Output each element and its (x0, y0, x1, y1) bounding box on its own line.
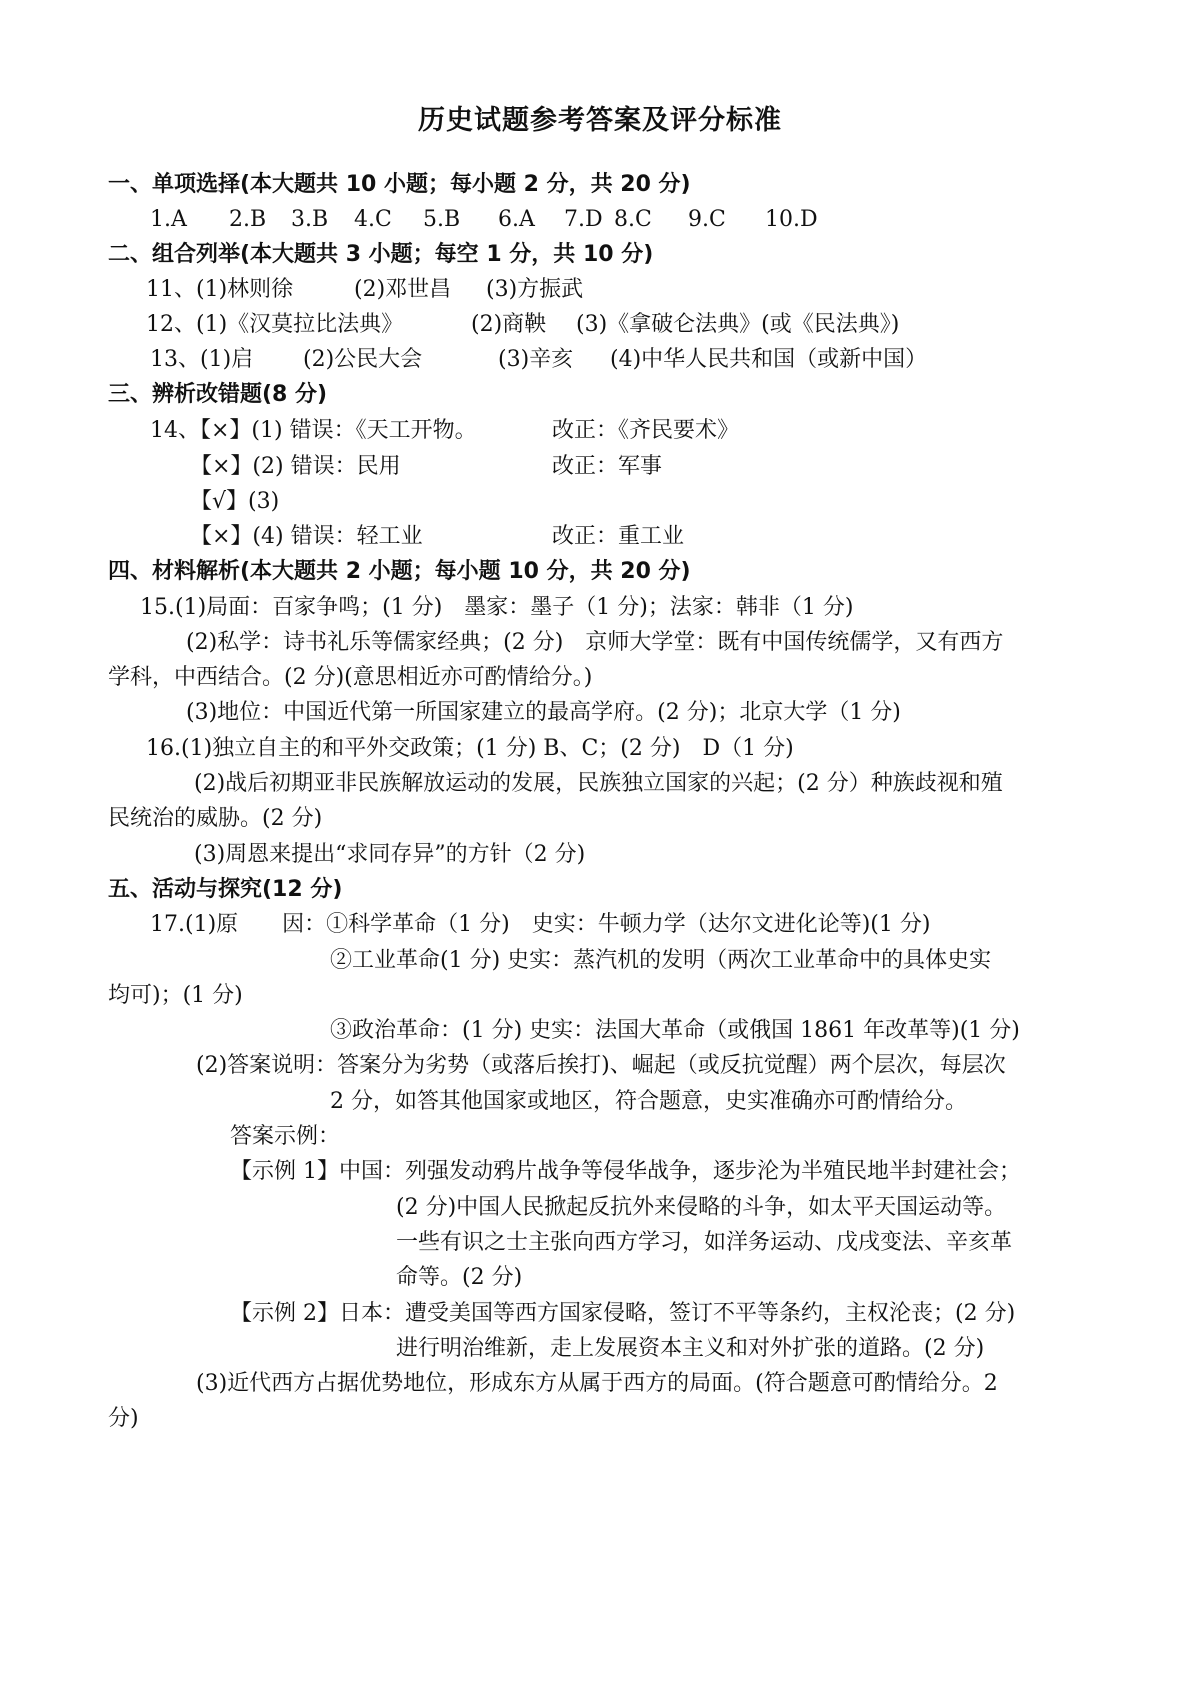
answer-line: 2 分，如答其他国家或地区，符合题意，史实准确亦可酌情给分。 (330, 1089, 967, 1114)
answer-item: 13、(1)启 (150, 347, 254, 372)
mc-answer: 6.A (498, 207, 535, 232)
answer-line (146, 275, 583, 305)
answer-item: (4)中华人民共和国（或新中国） (610, 347, 928, 372)
example-line: (2 分)中国人民掀起反抗外来侵略的斗争，如太平天国运动等。 (396, 1195, 1007, 1220)
answer-line: (2)答案说明：答案分为劣势（或落后挨打)、崛起（或反抗觉醒）两个层次，每层次 (196, 1053, 1006, 1078)
answer-line: 分) (108, 1406, 139, 1431)
error-text: 【√】(3) (190, 489, 280, 514)
answer-line: ②工业革命(1 分) 史实：蒸汽机的发明（两次工业革命中的具体史实 (330, 948, 992, 973)
answer-line: ③政治革命：(1 分) 史实：法国大革命（或俄国 1861 年改革等)(1 分) (330, 1018, 1020, 1043)
correction-fix: 改正：军事 (552, 454, 663, 479)
answer-item: (3)方振武 (486, 277, 584, 302)
mc-answer: 1.A (150, 207, 187, 232)
section-2-heading: 二、组合列举(本大题共 3 小题；每空 1 分，共 10 分) (108, 242, 654, 267)
answer-line: 学科，中西结合。(2 分)(意思相近亦可酌情给分。) (108, 665, 593, 690)
answer-line: 16.(1)独立自主的和平外交政策；(1 分) B、C；(2 分) D（1 分) (146, 736, 794, 761)
example-line: 一些有识之士主张向西方学习，如洋务运动、戊戌变法、辛亥革 (396, 1230, 1013, 1255)
answer-item: (2)邓世昌 (354, 277, 452, 302)
example-line: 命等。(2 分) (396, 1265, 523, 1290)
error-text: 14、【×】(1) 错误：《天工开物。 (150, 418, 477, 443)
mc-answer: 5.B (423, 207, 461, 232)
mc-answer: 2.B (229, 207, 267, 232)
mc-answer: 9.C (688, 207, 726, 232)
page-title: 历史试题参考答案及评分标准 (418, 105, 782, 136)
answer-line (150, 345, 927, 375)
correction-fix: 改正：《齐民要术》 (552, 418, 740, 443)
answer-item: (2)商鞅 (471, 312, 547, 337)
answer-item: (2)公民大会 (303, 347, 423, 372)
error-text: 【×】(4) 错误：轻工业 (190, 524, 423, 549)
mc-answer: 10.D (765, 207, 818, 232)
correction-line (190, 522, 423, 552)
correction-line (190, 487, 279, 517)
answer-line: 均可)；(1 分) (108, 983, 243, 1008)
answer-item: (3)《拿破仑法典》(或《民法典》) (576, 312, 900, 337)
section-1-heading: 一、单项选择(本大题共 10 小题；每小题 2 分，共 20 分) (108, 172, 691, 197)
section-3-heading: 三、辨析改错题(8 分) (108, 382, 328, 407)
answer-line: 17.(1)原 因：①科学革命（1 分) 史实：牛顿力学（达尔文进化论等)(1 分) (150, 912, 931, 937)
mc-answers-row (150, 205, 818, 235)
answer-line: (2)战后初期亚非民族解放运动的发展，民族独立国家的兴起；(2 分）种族歧视和殖 (194, 771, 1003, 796)
answer-item: 12、(1)《汉莫拉比法典》 (146, 312, 404, 337)
answer-item: 11、(1)林则徐 (146, 277, 294, 302)
mc-answer: 8.C (614, 207, 652, 232)
answer-line: 民统治的威胁。(2 分) (108, 806, 323, 831)
error-text: 【×】(2) 错误：民用 (190, 454, 401, 479)
example-line: 【示例 2】日本：遭受美国等西方国家侵略，签订不平等条约，主权沦丧；(2 分) (230, 1301, 1016, 1326)
correction-line (150, 416, 477, 446)
mc-answer: 4.C (354, 207, 392, 232)
answer-line: (3)近代西方占据优势地位，形成东方从属于西方的局面。(符合题意可酌情给分。2 (196, 1371, 998, 1396)
answer-item: (3)辛亥 (498, 347, 574, 372)
example-line: 进行明治维新，走上发展资本主义和对外扩张的道路。(2 分) (396, 1336, 985, 1361)
mc-answer: 7.D (564, 207, 603, 232)
answer-line (146, 310, 899, 340)
section-4-heading: 四、材料解析(本大题共 2 小题；每小题 10 分，共 20 分) (108, 559, 691, 584)
mc-answer: 3.B (291, 207, 329, 232)
correction-fix: 改正：重工业 (552, 524, 685, 549)
section-5-heading: 五、活动与探究(12 分) (108, 877, 343, 902)
correction-line (190, 452, 401, 482)
answer-line: (3)地位：中国近代第一所国家建立的最高学府。(2 分)；北京大学（1 分) (186, 700, 901, 725)
answer-line: (3)周恩来提出“求同存异”的方针（2 分) (194, 842, 586, 867)
answer-line: 15.(1)局面：百家争鸣；(1 分) 墨家：墨子（1 分)；法家：韩非（1 分) (140, 595, 854, 620)
example-line: 【示例 1】中国：列强发动鸦片战争等侵华战争，逐步沦为半殖民地半封建社会； (230, 1159, 1021, 1184)
answer-line: (2)私学：诗书礼乐等儒家经典；(2 分) 京师大学堂：既有中国传统儒学，又有西方 (186, 630, 1004, 655)
answer-line: 答案示例： (230, 1124, 341, 1149)
